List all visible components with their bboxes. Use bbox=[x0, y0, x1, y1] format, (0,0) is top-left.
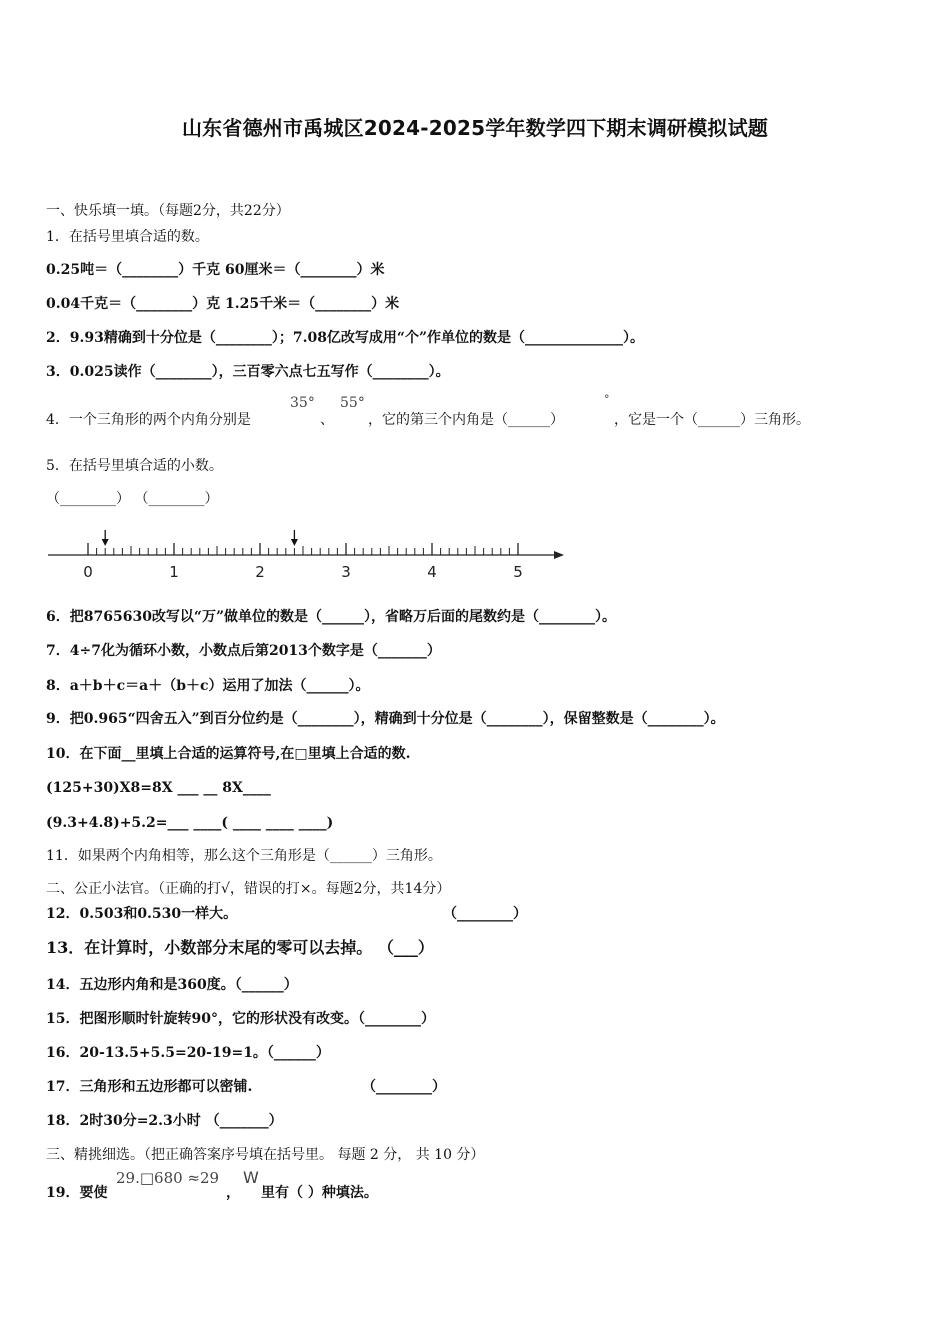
number-line-label: 2 bbox=[255, 563, 265, 581]
question-4-start: 4．一个三角形的两个内角分别是 bbox=[46, 412, 251, 428]
question-4-separator: 、 bbox=[320, 412, 334, 428]
number-line-marker-arrow bbox=[291, 530, 298, 546]
question-7: 7．4÷7化为循环小数，小数点后第2013个数字是（_______） bbox=[46, 643, 441, 659]
question-1-row-b: 0.04千克＝（________）克 1.25千米＝（________）米 bbox=[46, 296, 400, 312]
question-5: 5．在括号里填合适的小数。 bbox=[46, 458, 223, 474]
question-19-end: 里有（ ）种填法。 bbox=[261, 1185, 378, 1201]
question-4-end: ，它是一个（______）三角形。 bbox=[614, 412, 810, 428]
question-13: 13．在计算时，小数部分末尾的零可以去掉。 （___） bbox=[46, 938, 434, 957]
approximation-expression: 29.□680 ≈29 bbox=[116, 1169, 220, 1187]
question-1-row-a: 0.25吨＝（________）千克 60厘米＝（________）米 bbox=[46, 262, 385, 278]
number-line-label: 5 bbox=[513, 563, 523, 581]
question-5-blanks: （________） （________） bbox=[46, 491, 219, 507]
question-11: 11．如果两个内角相等，那么这个三角形是（______）三角形。 bbox=[46, 848, 442, 864]
angle-55-label: 55° bbox=[340, 395, 365, 411]
section-1-heading: 一、快乐填一填。（每题2分，共22分） bbox=[46, 203, 290, 219]
page-title: 山东省德州市禹城区2024-2025学年数学四下期末调研模拟试题 bbox=[181, 116, 769, 140]
question-3: 3．0.025读作（________），三百零六点七五写作（________）。 bbox=[46, 364, 450, 380]
section-3-heading: 三、精挑细选。（把正确答案序号填在括号里。 每题 2 分， 共 10 分） bbox=[46, 1147, 485, 1163]
question-19-start: 19．要使 bbox=[46, 1185, 108, 1201]
question-10-row-b: (9.3+4.8)+5.2=___ ____( ____ ____ ____) bbox=[46, 815, 334, 831]
number-line-ticks bbox=[88, 543, 518, 555]
w-symbol: W bbox=[243, 1168, 259, 1187]
number-line-label: 1 bbox=[169, 563, 179, 581]
question-10-row-a: (125+30)X8=8X ___ __ 8X____ bbox=[46, 780, 271, 796]
question-14: 14．五边形内角和是360度。（______） bbox=[46, 977, 298, 993]
question-6: 6．把8765630改写以“万”做单位的数是（______），省略万后面的尾数约是（________）。 bbox=[46, 609, 617, 625]
question-4-middle: ，它的第三个内角是（______） bbox=[368, 412, 564, 428]
question-17: 17．三角形和五边形都可以密铺. bbox=[46, 1079, 253, 1095]
question-19-separator: ， bbox=[226, 1185, 240, 1201]
number-line-arrowhead bbox=[554, 551, 564, 559]
number-line-markers bbox=[102, 530, 298, 546]
question-10: 10．在下面__里填上合适的运算符号,在□里填上合适的数. bbox=[46, 746, 411, 762]
question-18: 18．2时30分=2.3小时 （_______） bbox=[46, 1113, 283, 1129]
question-2: 2．9.93精确到十分位是（________）；7.08亿改写成用“个”作单位的数是（______________）。 bbox=[46, 330, 645, 346]
section-2-heading: 二、公正小法官。（正确的打√，错误的打×。每题2分，共14分） bbox=[46, 881, 451, 897]
number-line-marker-arrow bbox=[102, 530, 109, 546]
question-8: 8．a＋b＋c＝a＋（b＋c）运用了加法（______）。 bbox=[46, 678, 370, 694]
question-16: 16．20-13.5+5.5=20-19=1。（______） bbox=[46, 1045, 330, 1061]
question-1: 1．在括号里填合适的数。 bbox=[46, 229, 209, 245]
question-12-blank: （________） bbox=[443, 906, 527, 922]
number-line-label: 0 bbox=[83, 563, 93, 581]
question-15: 15．把图形顺时针旋转90°，它的形状没有改变。（________） bbox=[46, 1011, 435, 1027]
question-17-blank: （________） bbox=[362, 1079, 446, 1095]
number-line-labels bbox=[83, 563, 523, 581]
question-12: 12．0.503和0.530一样大。 bbox=[46, 906, 238, 922]
question-9: 9．把0.965“四舍五入”到百分位约是（________），精确到十分位是（________），保留整数是（________）。 bbox=[46, 711, 725, 727]
number-line bbox=[46, 528, 576, 584]
number-line-label: 4 bbox=[427, 563, 437, 581]
angle-35-label: 35° bbox=[290, 395, 315, 411]
degree-label: ° bbox=[604, 393, 610, 406]
number-line-label: 3 bbox=[341, 563, 351, 581]
